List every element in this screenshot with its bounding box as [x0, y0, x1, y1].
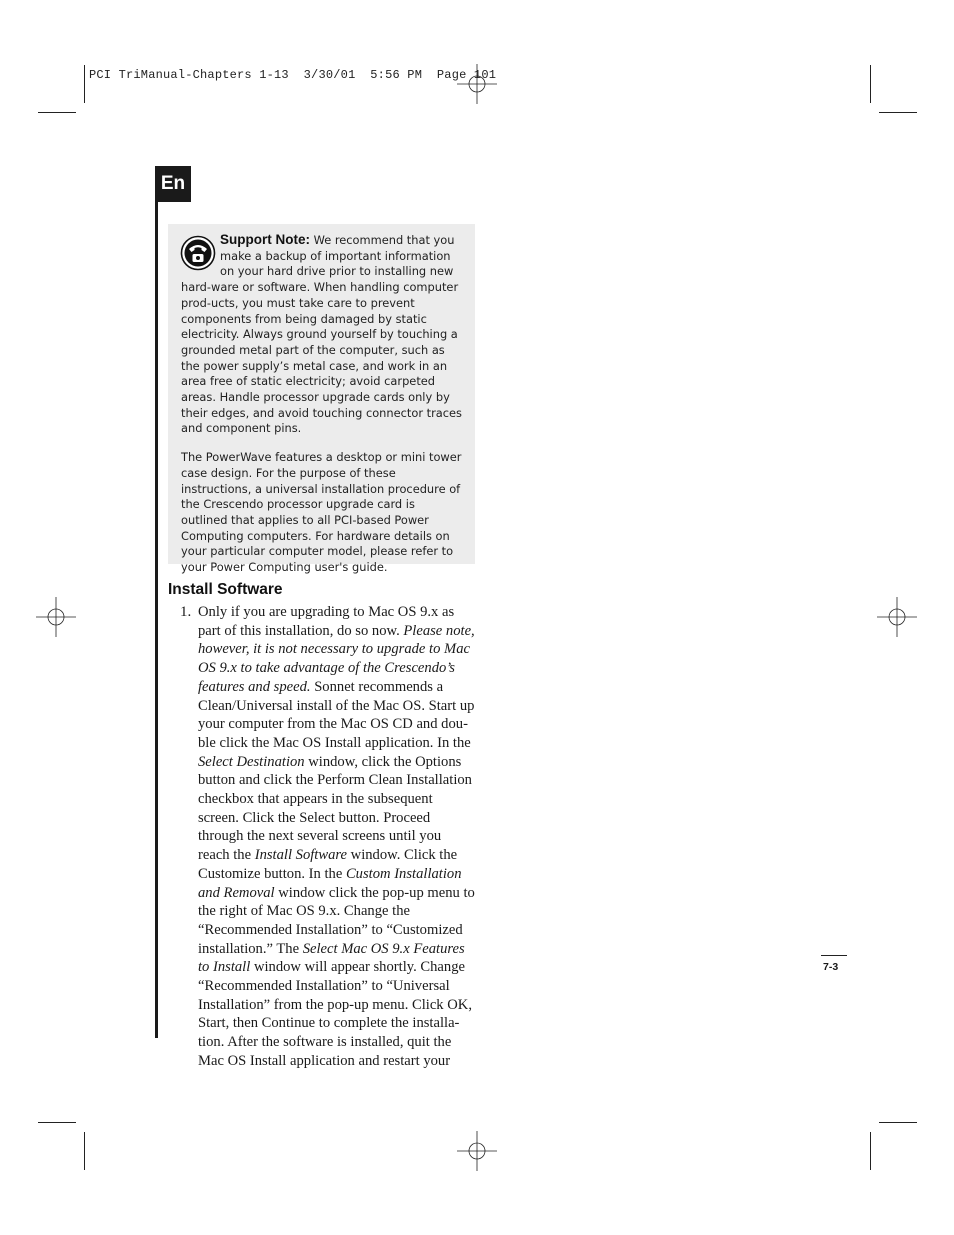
crop-mark — [84, 65, 85, 103]
crop-mark — [870, 65, 871, 103]
step-text-italic: Select Destination — [198, 753, 305, 770]
crop-mark — [879, 112, 917, 113]
section-heading: Install Software — [168, 581, 283, 598]
step-text-italic: Custom Installation and Removal — [198, 865, 462, 901]
support-note-label: Support Note: — [220, 232, 310, 247]
page-number: 7-3 — [823, 961, 839, 973]
step-text — [198, 603, 476, 1071]
step-text-italic: Install Software — [254, 847, 348, 864]
folio-rule — [821, 955, 847, 956]
slug-date: 3/30/01 — [303, 68, 356, 82]
support-note-box — [168, 224, 475, 575]
language-tab: En — [155, 166, 191, 202]
registration-mark-icon — [457, 64, 497, 104]
crop-mark — [38, 112, 76, 113]
printer-slug — [89, 68, 496, 82]
registration-mark-icon — [457, 1131, 497, 1171]
registration-mark-icon — [877, 597, 917, 637]
slug-file: PCI TriManual-Chapters 1-13 — [89, 68, 289, 82]
margin-rule — [155, 166, 158, 1038]
step-text-segment: window will appear shortly. Change “Recommended Installation” to “Universal Installation” from the pop-up menu. Click OK, Start, then Continue to complete the installa-tion. After the software is installed, quit the Mac OS Install application and restart your — [198, 959, 472, 1069]
support-note-paragraph — [181, 232, 463, 437]
step-text-segment: window. Click the Customize button. In the — [198, 847, 458, 882]
slug-page: Page 101 — [436, 68, 497, 82]
support-note-text: We recommend that you make a backup of important information on your hard drive prior to installing new hard-ware or software. When handling computer prod-ucts, you must take care to prevent components from being damaged by static electricity. Always ground yourself by touching a grounded metal part of the computer, such as the power supply’s metal case, and work in an area free of static electricity; avoid carpeted areas. Handle processor upgrade cards only by their edges, and avoid touching connector traces and component pins. — [181, 233, 462, 436]
powerwave-paragraph: The PowerWave features a desktop or mini tower case design. For the purpose of these instructions, a universal installation procedure of the Crescendo processor upgrade card is outlined that applies to all PCI-based Power Computing computers. For hardware details on your particular computer model, please refer to your Power Computing user's guide. — [181, 450, 462, 575]
crop-mark — [879, 1122, 917, 1123]
step-text-segment: Sonnet recommends a Clean/Universal install of the Mac OS. Start up your computer from the Mac OS CD and dou-ble click the Mac OS Install application. In the — [198, 678, 475, 751]
slug-time: 5:56 PM — [370, 68, 423, 82]
step-number: 1. — [180, 604, 192, 620]
step-text-segment: window click the pop-up menu to the right of Mac OS 9.x. Change the “Recommended Installation” to “Customized installation.” The — [198, 884, 475, 957]
step-text-segment: Only if you are upgrading to Mac OS 9.x as part of this installation, do so now. — [198, 604, 455, 639]
step-text-segment: window, click the Options button and click the Perform Clean Installation checkbox that appears in the subsequent screen. Click the Select button. Proceed through the next several screens until you reach the — [198, 753, 472, 864]
step-text-italic: Select Mac OS 9.x Features to Install — [198, 940, 465, 976]
step-text-italic: Please note, however, it is not necessary to upgrade to Mac OS 9.x to take advantage of the Crescendo’s features and speed. — [198, 622, 475, 695]
telephone-support-icon — [180, 235, 216, 271]
crop-mark — [870, 1132, 871, 1170]
crop-mark — [38, 1122, 76, 1123]
registration-mark-icon — [36, 597, 76, 637]
crop-mark — [84, 1132, 85, 1170]
